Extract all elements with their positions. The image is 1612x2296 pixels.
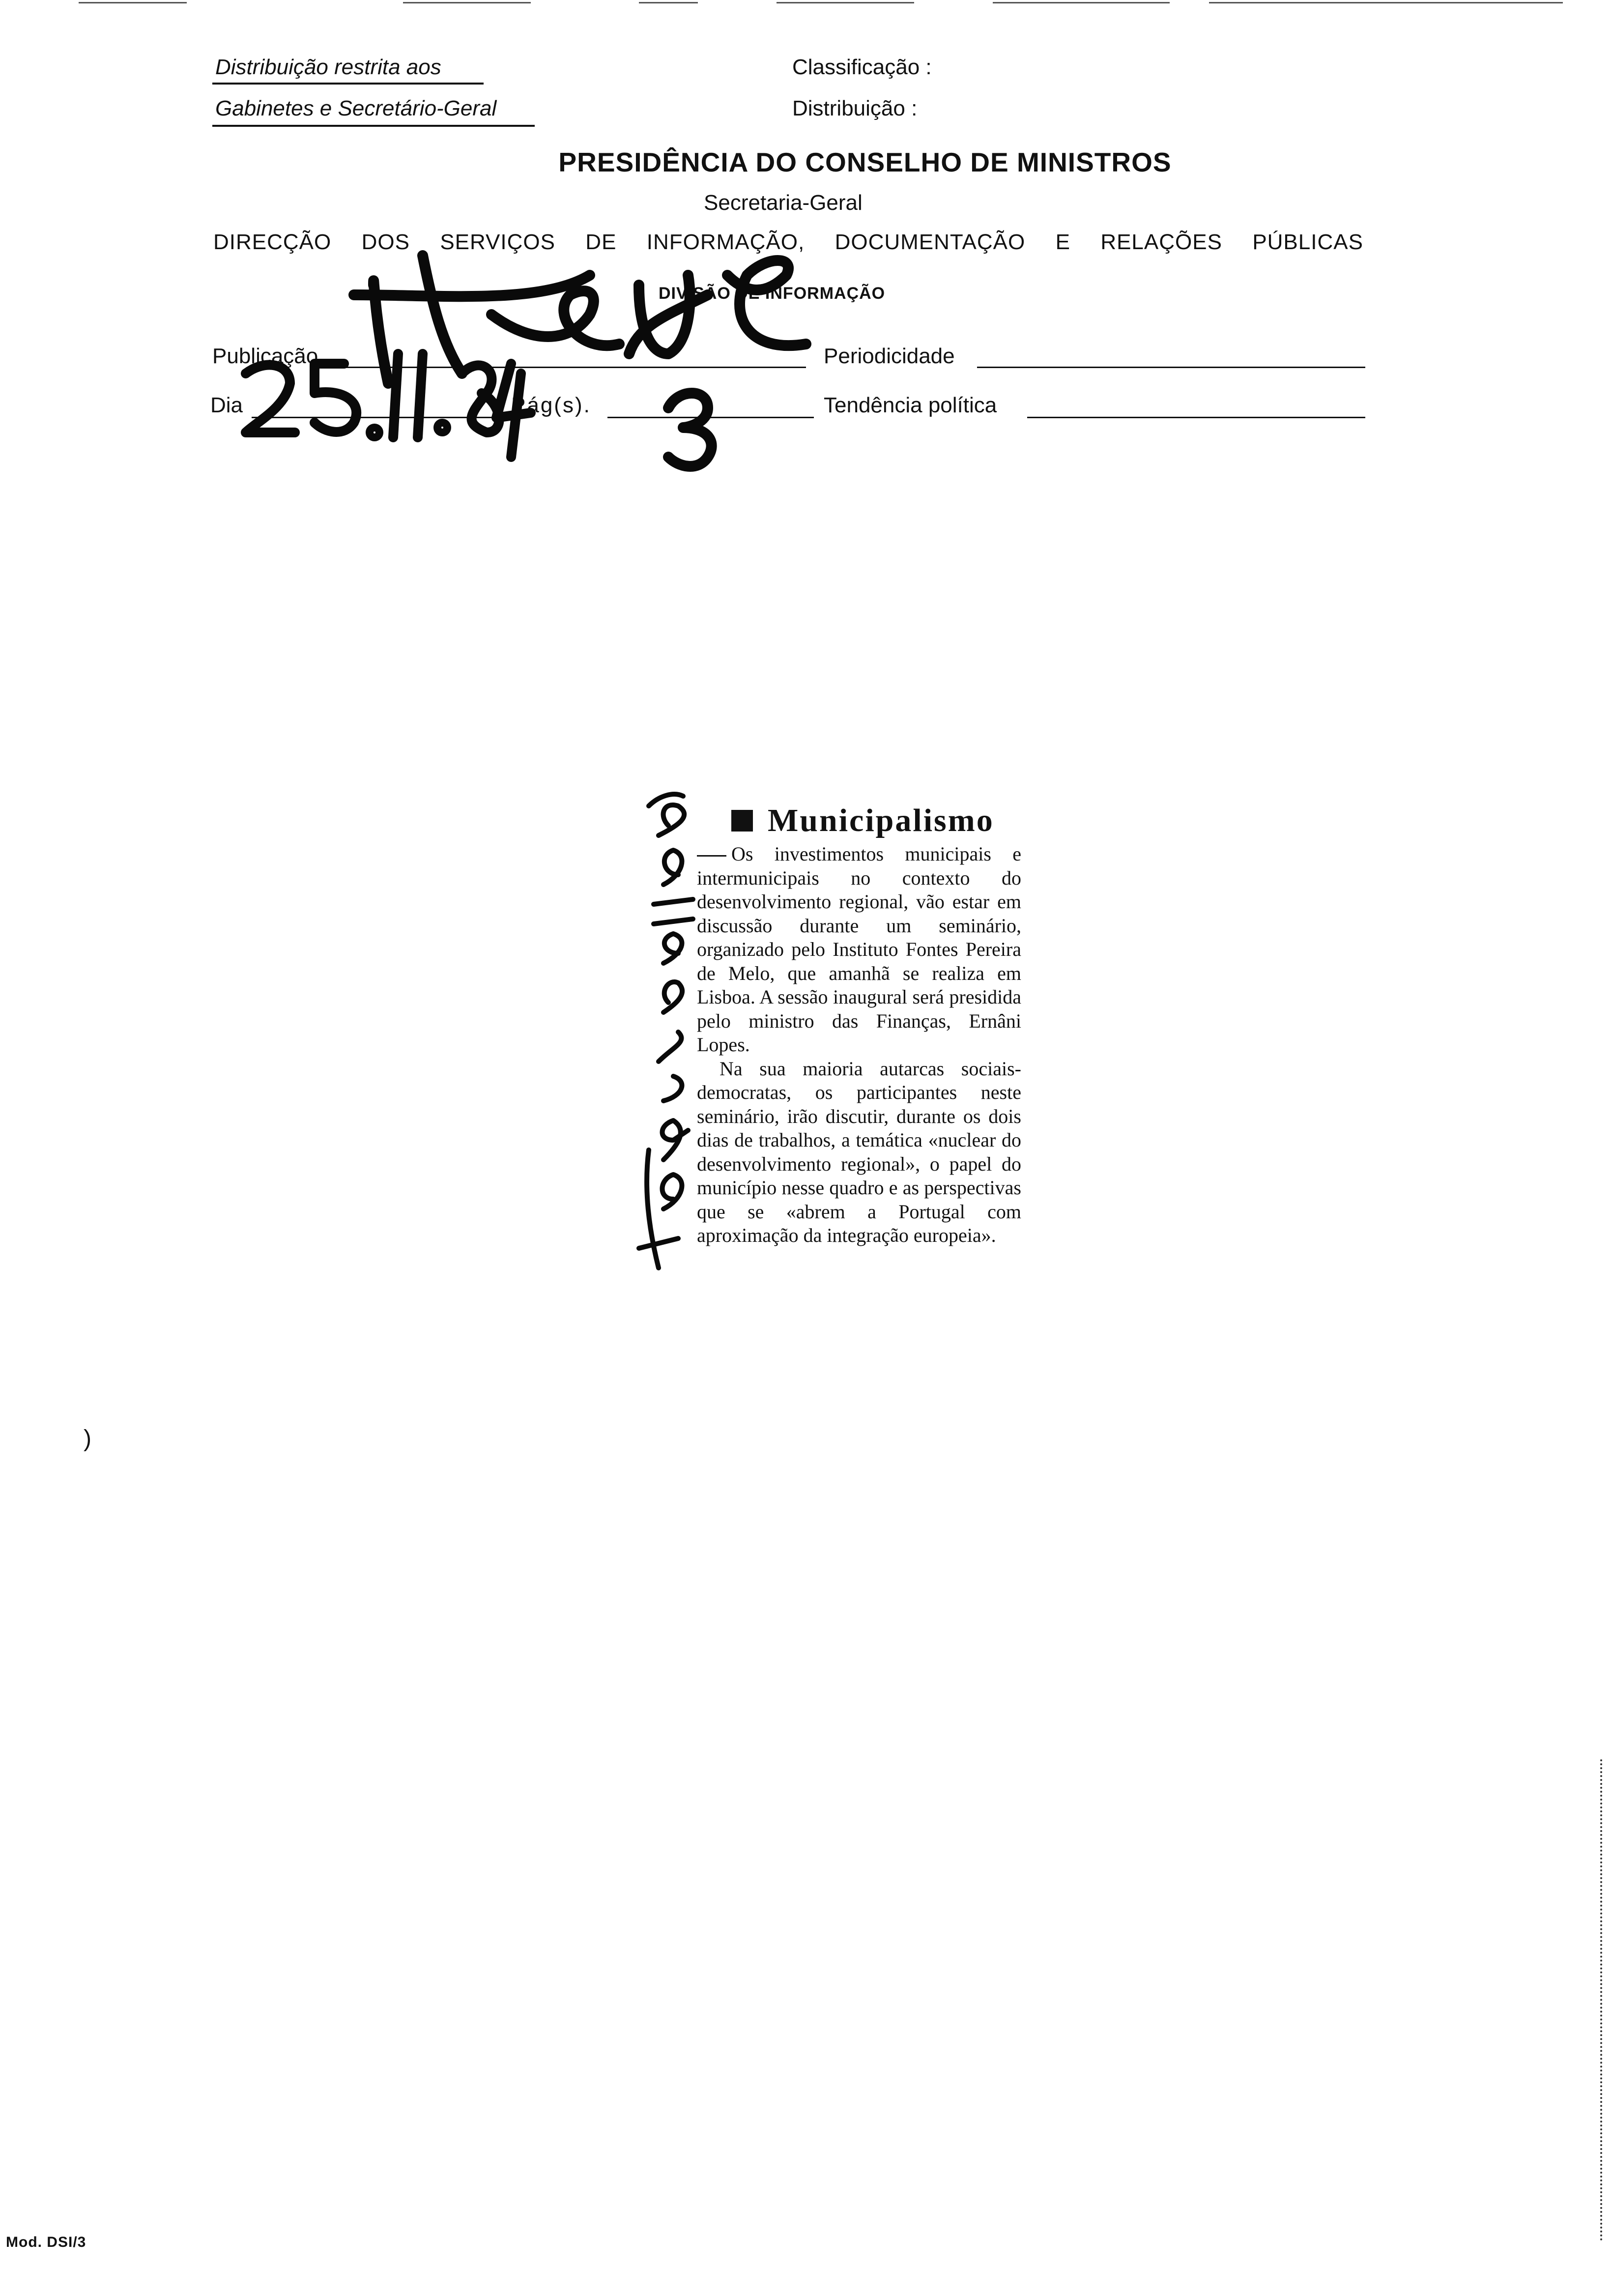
periodicidade-label: Periodicidade bbox=[824, 344, 955, 368]
handwritten-margin-note bbox=[639, 794, 693, 1268]
direccao-word: DIRECÇÃO bbox=[213, 230, 332, 254]
direccao-word: DE bbox=[585, 230, 617, 254]
page-subtitle: Secretaria-Geral bbox=[704, 191, 863, 215]
article-title: Municipalismo bbox=[768, 803, 994, 838]
divisao-label: DIVISÃO DE INFORMAÇÃO bbox=[659, 284, 886, 303]
scan-edge-noise bbox=[1600, 1759, 1604, 2241]
page-title: PRESIDÊNCIA DO CONSELHO DE MINISTROS bbox=[558, 147, 1172, 177]
publicacao-label: Publicação bbox=[212, 344, 318, 368]
stray-mark: ) bbox=[84, 1426, 91, 1452]
distribution-recipients-label: Gabinetes e Secretário-Geral bbox=[215, 96, 497, 120]
dia-label: Dia bbox=[210, 393, 243, 417]
direccao-word: E bbox=[1055, 230, 1070, 254]
direccao-word: INFORMAÇÃO, bbox=[646, 230, 805, 254]
distribution-restricted-label: Distribuição restrita aos bbox=[215, 55, 441, 79]
handwritten-page-number bbox=[668, 393, 712, 466]
model-code: Mod. DSI/3 bbox=[6, 2234, 86, 2250]
tendencia-label: Tendência política bbox=[824, 393, 997, 417]
article-paragraph-text: Os investimentos municipais e intermunicipais no contexto do desenvolvimento regional, vão estar em discussão durante um seminário, organizado pelo Instituto Fontes Pereira de Melo, que amanhã se realiza em Lisboa. A sessão inaugural será presidida pelo ministro das Finanças, Ernâni Lopes. bbox=[697, 843, 1021, 1056]
distribuicao-label: Distribuição : bbox=[792, 96, 918, 120]
article-paragraph: Na sua maioria autarcas sociais-democratas, os participantes neste seminário, irão discutir, durante os dois dias de trabalhos, a temática «nuclear do desenvolvimento regional», o papel do município nesse quadro e as perspectivas que se «abrem a Portugal com aproximação da integração europeia». bbox=[697, 1057, 1021, 1246]
direccao-word: PÚBLICAS bbox=[1252, 230, 1363, 254]
direccao-word: DOCUMENTAÇÃO bbox=[835, 230, 1026, 254]
classificacao-label: Classificação : bbox=[792, 55, 932, 79]
paginas-label: Pág(s). bbox=[511, 393, 591, 417]
direccao-word: DOS bbox=[361, 230, 410, 254]
direccao-word: SERVIÇOS bbox=[440, 230, 555, 254]
direccao-word: RELAÇÕES bbox=[1100, 230, 1222, 254]
